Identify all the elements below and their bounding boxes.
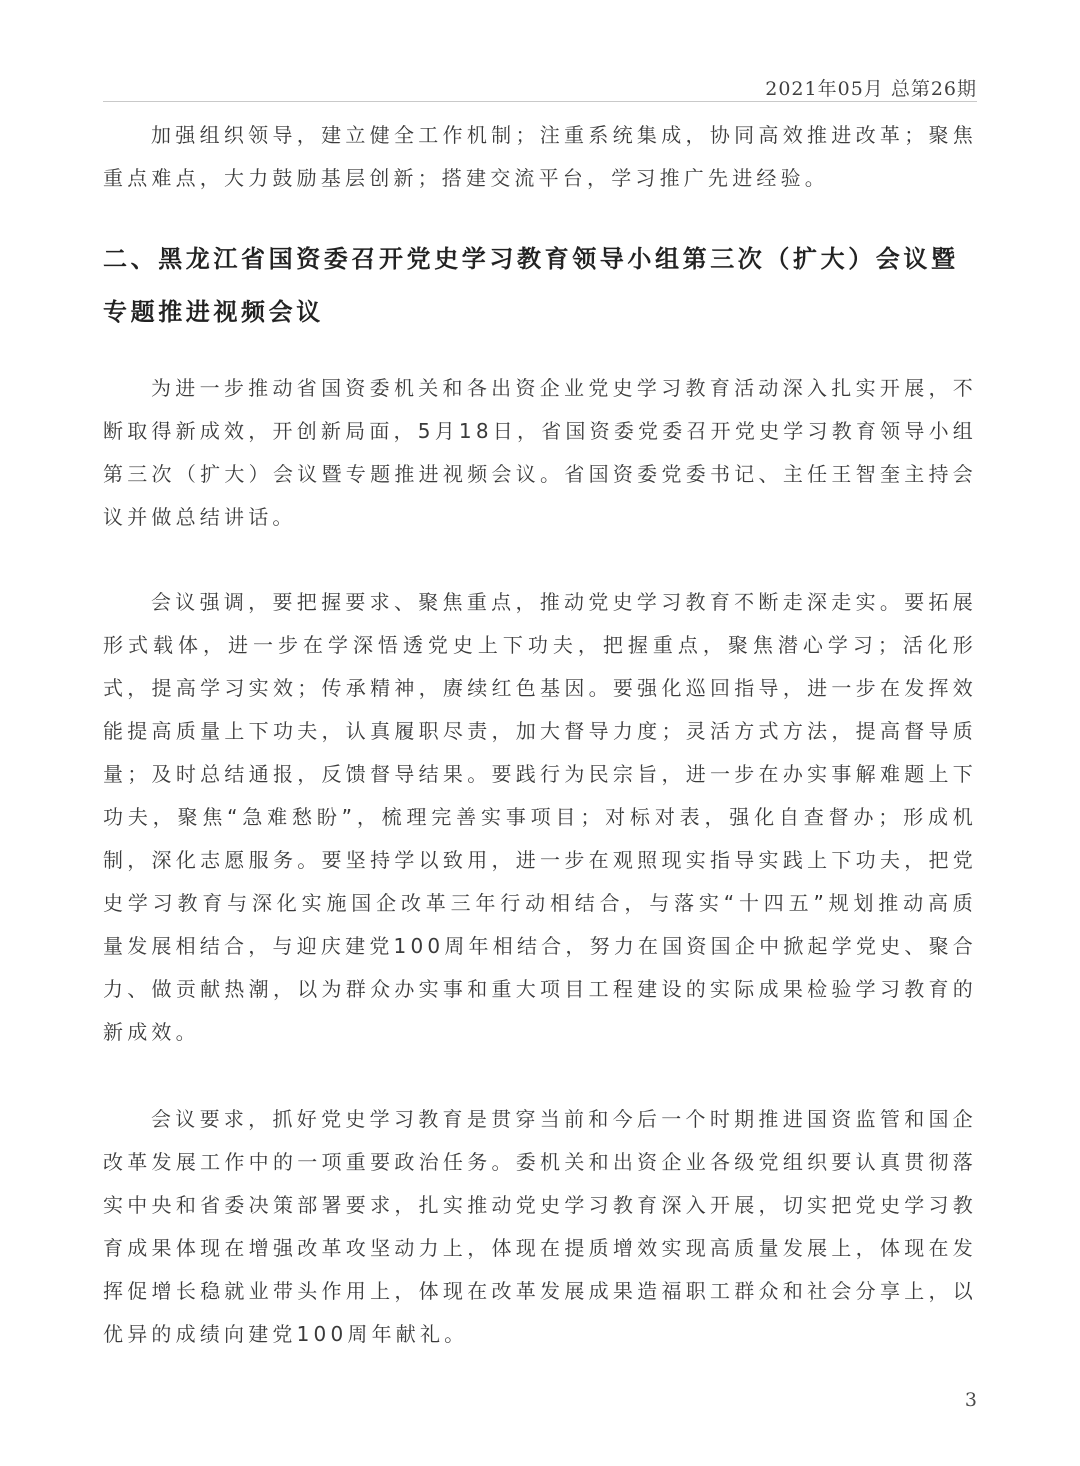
paragraph-1: 为进一步推动省国资委机关和各出资企业党史学习教育活动深入扎实开展，不断取得新成效，开创新局面，5月18日，省国资委党委召开党史学习教育领导小组第三次（扩大）会议暨专题推进视频会议。省国资委党委书记、主任王智奎主持会议并做总结讲话。 — [103, 376, 977, 529]
section-heading: 二、黑龙江省国资委召开党史学习教育领导小组第三次（扩大）会议暨专题推进视频会议 — [103, 245, 959, 326]
page-number: 3 — [964, 1389, 977, 1411]
paragraph-2: 会议强调，要把握要求、聚焦重点，推动党史学习教育不断走深走实。要拓展形式载体，进一步在学深悟透党史上下功夫，把握重点，聚焦潜心学习；活化形式，提高学习实效；传承精神，赓续红色基因。要强化巡回指导，进一步在发挥效能提高质量上下功夫，认真履职尽责，加大督导力度；灵活方式方法，提高督导质量；及时总结通报，反馈督导结果。要践行为民宗旨，进一步在办实事解难题上下功夫，聚焦“急难愁盼”，梳理完善实事项目；对标对表，强化自查督办；形成机制，深化志愿服务。要坚持学以致用，进一步在观照现实指导实践上下功夫，把党史学习教育与深化实施国企改革三年行动相结合，与落实“十四五”规划推动高质量发展相结合，与迎庆建党100周年相结合，努力在国资国企中掀起学党史、聚合力、做贡献热潮，以为群众办实事和重大项目工程建设的实际成果检验学习教育的新成效。 — [103, 590, 977, 1044]
issue-label: 2021年05月 总第26期 — [765, 78, 977, 100]
intro-paragraph: 加强组织领导，建立健全工作机制；注重系统集成，协同高效推进改革；聚焦重点难点，大力鼓励基层创新；搭建交流平台，学习推广先进经验。 — [103, 123, 977, 190]
page-header — [103, 0, 977, 102]
paragraph-3: 会议要求，抓好党史学习教育是贯穿当前和今后一个时期推进国资监管和国企改革发展工作中的一项重要政治任务。委机关和出资企业各级党组织要认真贯彻落实中央和省委决策部署要求，扎实推动党史学习教育深入开展，切实把党史学习教育成果体现在增强改革攻坚动力上，体现在提质增效实现高质量发展上，体现在发挥促增长稳就业带头作用上，体现在改革发展成果造福职工群众和社会分享上，以优异的成绩向建党100周年献礼。 — [103, 1107, 977, 1346]
